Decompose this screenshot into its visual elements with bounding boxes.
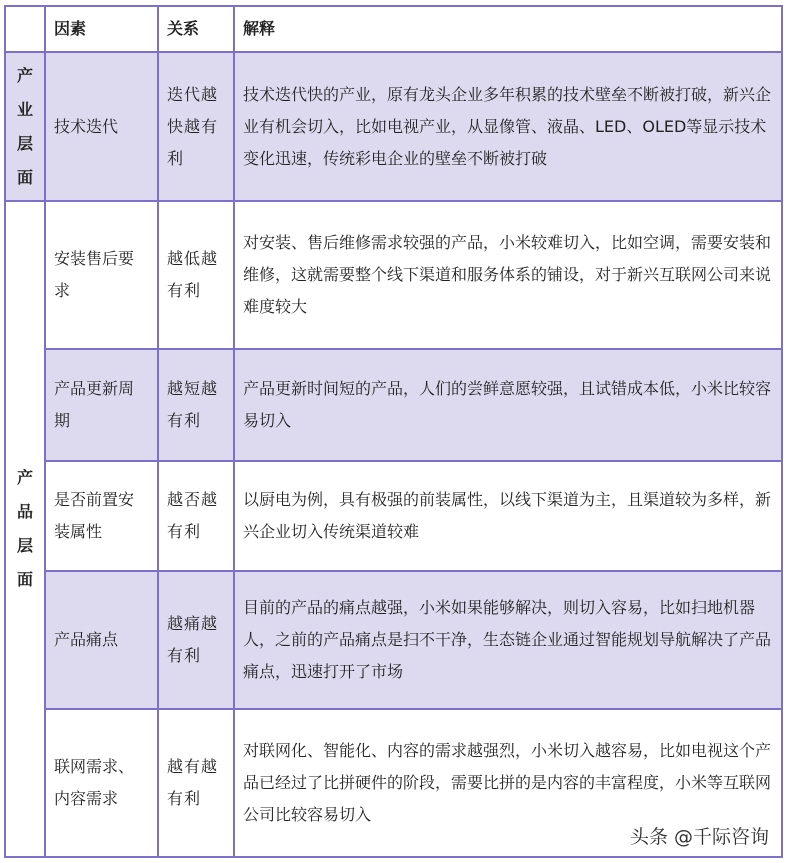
header-relation: 关系 (158, 6, 234, 52)
group-product (5, 201, 45, 857)
relation-cell: 越否越有利 (158, 461, 234, 571)
relation-cell: 迭代越快越有利 (158, 52, 234, 201)
factor-cell: 技术迭代 (45, 52, 158, 201)
header-explain: 解释 (234, 6, 782, 52)
relation-cell: 越短越有利 (158, 349, 234, 461)
explain-cell: 目前的产品的痛点越强，小米如果能够解决，则切入容易，比如扫地机器人，之前的产品痛点是扫不干净，生态链企业通过智能规划导航解决了产品痛点，迅速打开了市场 (234, 571, 782, 709)
header-row (5, 6, 782, 52)
table-row (5, 571, 782, 709)
factor-cell: 产品更新周期 (45, 349, 158, 461)
group-char: 产 (16, 65, 33, 85)
group-char: 层 (16, 536, 33, 555)
group-char: 面 (16, 570, 33, 589)
factor-cell: 联网需求、内容需求 (45, 709, 158, 857)
group-char: 面 (16, 167, 33, 187)
group-char: 业 (16, 99, 33, 119)
header-empty (5, 6, 45, 52)
factor-cell: 产品痛点 (45, 571, 158, 709)
group-char: 产 (16, 468, 33, 487)
explain-cell: 以厨电为例，具有极强的前装属性，以线下渠道为主，且渠道较为多样，新兴企业切入传统渠道较难 (234, 461, 782, 571)
explain-cell: 对联网化、智能化、内容的需求越强烈，小米切入越容易，比如电视这个产品已经过了比拼硬件的阶段，需要比拼的是内容的丰富程度，小米等互联网公司比较容易切入 (234, 709, 782, 857)
table-row (5, 461, 782, 571)
explain-cell: 对安装、售后维修需求较强的产品，小米较难切入，比如空调，需要安装和维修，这就需要整个线下渠道和服务体系的铺设，对于新兴互联网公司来说难度较大 (234, 201, 782, 349)
relation-cell: 越低越有利 (158, 201, 234, 349)
group-industry (5, 52, 45, 201)
relation-cell: 越痛越有利 (158, 571, 234, 709)
explain-cell: 产品更新时间短的产品，人们的尝鲜意愿较强，且试错成本低，小米比较容易切入 (234, 349, 782, 461)
factor-cell: 是否前置安装属性 (45, 461, 158, 571)
table-row (5, 201, 782, 349)
factor-table (4, 5, 783, 858)
watermark: 头条 @千际咨询 (629, 826, 769, 848)
table-row (5, 52, 782, 201)
table-row (5, 349, 782, 461)
group-char: 品 (16, 502, 33, 521)
factor-cell: 安装售后要求 (45, 201, 158, 349)
group-char: 层 (16, 133, 33, 153)
relation-cell: 越有越有利 (158, 709, 234, 857)
header-factor: 因素 (45, 6, 158, 52)
explain-cell: 技术迭代快的产业，原有龙头企业多年积累的技术壁垒不断被打破，新兴企业有机会切入，比如电视产业，从显像管、液晶、LED、OLED等显示技术变化迅速，传统彩电企业的壁垒不断被打破 (234, 52, 782, 201)
